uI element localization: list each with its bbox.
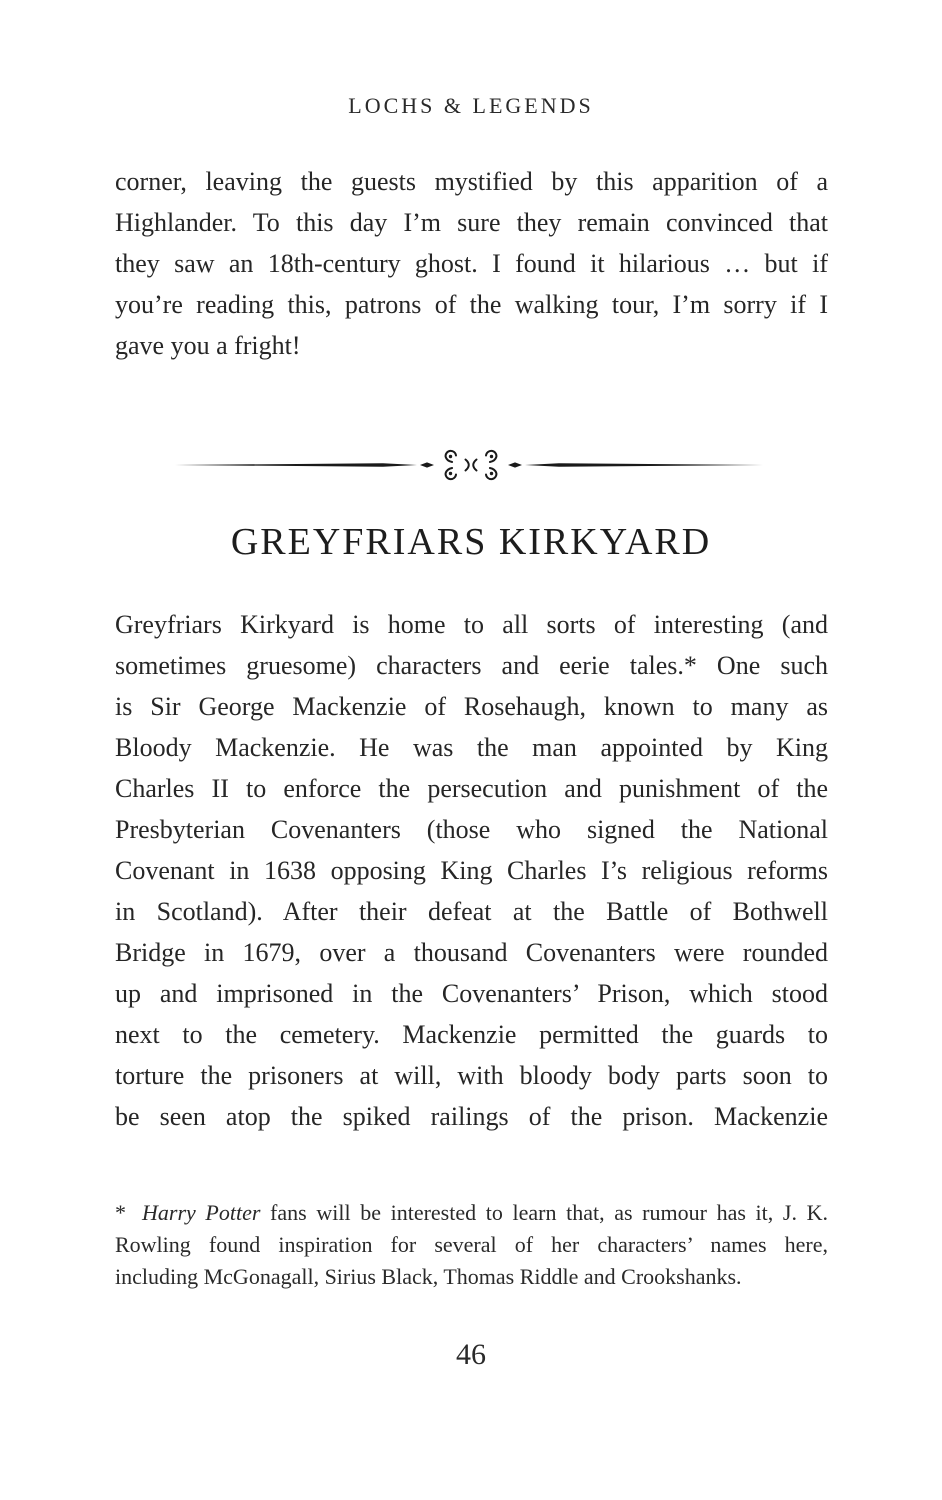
text-line: Bloody Mackenzie. He was the man appointed by King [115,733,828,762]
text-line: Greyfriars Kirkyard is home to all sorts of interesting (and [115,610,828,639]
text-line: you’re reading this, patrons of the walking tour, I’m sorry if I [115,290,828,319]
text-line: sometimes gruesome) characters and eerie tales.* One such [115,651,828,680]
section-heading: GREYFRIARS KIRKYARD [230,521,712,563]
footnote-marker: * [115,1200,126,1225]
text-line: Charles II to enforce the persecution and punishment of the [115,774,828,803]
footnote-book-title: Harry Potter [142,1200,261,1225]
text-line: in Scotland). After their defeat at the Battle of Bothwell [115,897,828,926]
paragraph-continuation [115,161,828,366]
footnote-line: Rowling found inspiration for several of her characters’ names here, [115,1232,828,1257]
text-line: is Sir George Mackenzie of Rosehaugh, known to many as [115,692,828,721]
text-line: next to the cemetery. Mackenzie permitted the guards to [115,1020,828,1049]
page-number: 46 [456,1338,486,1371]
footnote-line [115,1197,828,1229]
footnote [115,1197,828,1293]
text-line: Presbyterian Covenanters (those who signed the National [115,815,828,844]
text-line: up and imprisoned in the Covenanters’ Prison, which stood [115,979,828,1008]
text-line: Covenant in 1638 opposing King Charles I’s religious reforms [115,856,828,885]
text-line: be seen atop the spiked railings of the prison. Mackenzie [115,1102,828,1131]
fleuron-scroll-icon [171,445,771,485]
footnote-text: fans will be interested to learn that, as rumour has it, J. K. [260,1200,828,1225]
section-divider [171,445,771,485]
text-line: corner, leaving the guests mystified by this apparition of a [115,167,828,196]
text-line: Highlander. To this day I’m sure they remain convinced that [115,208,828,237]
text-line: torture the prisoners at will, with bloody body parts soon to [115,1061,828,1090]
text-line: they saw an 18th-century ghost. I found it hilarious … but if [115,249,828,278]
text-line: Bridge in 1679, over a thousand Covenanters were rounded [115,938,828,967]
running-head: LOCHS & LEGENDS [348,93,594,118]
section-body [115,604,828,1137]
footnote-line: including McGonagall, Sirius Black, Thomas Riddle and Crookshanks. [115,1264,742,1289]
text-line: gave you a fright! [115,331,301,360]
